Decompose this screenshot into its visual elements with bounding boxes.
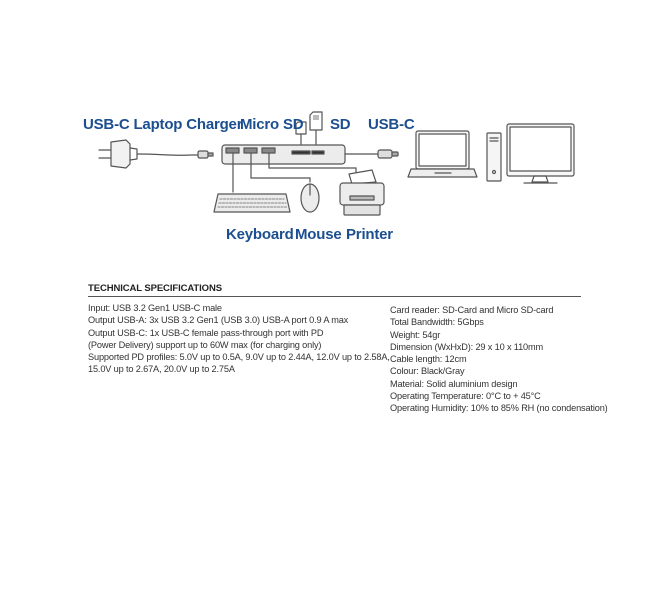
spec-line: Output USB-C: 1x USB-C female pass-through port with PD [88, 327, 324, 338]
label-micro-sd: Micro SD [240, 116, 304, 133]
spec-line: Input: USB 3.2 Gen1 USB-C male [88, 303, 222, 313]
spec-line: Operating Humidity: 10% to 85% RH (no condensation) [390, 403, 608, 414]
spec-line: Output USB-A: 3x USB 3.2 Gen1 (USB 3.0) USB-A port 0.9 A max [88, 315, 349, 326]
charger-icon [99, 140, 213, 168]
desktop-pc-icon [487, 124, 574, 183]
spec-line: Total Bandwidth: 5Gbps [390, 317, 484, 328]
label-charger: USB-C Laptop Charger [83, 116, 243, 133]
label-mouse: Mouse [295, 226, 342, 243]
specs-title: TECHNICAL SPECIFICATIONS [88, 283, 581, 297]
spec-line: Colour: Black/Gray [390, 366, 465, 377]
connection-diagram [0, 100, 660, 260]
laptop-icon [408, 131, 477, 177]
spec-line: Material: Solid aluminium design [390, 378, 518, 389]
spec-line: Dimension (WxHxD): 29 x 10 x 110mm [390, 341, 543, 352]
specs-right-column [390, 304, 608, 415]
sd-card-icon [310, 112, 322, 144]
technical-specifications [88, 283, 608, 414]
spec-line: Cable length: 12cm [390, 354, 467, 365]
spec-line: Card reader: SD-Card and Micro SD-card [390, 305, 554, 315]
usb-c-cable-icon [345, 150, 398, 158]
printer-icon [340, 170, 384, 215]
spec-line: Supported PD profiles: 5.0V up to 0.5A, 9.0V up to 2.44A, 12.0V up to 2.58A, [88, 352, 390, 363]
spec-line: Operating Temperature: 0°C to + 45°C [390, 391, 541, 402]
label-keyboard: Keyboard [226, 226, 294, 243]
keyboard-icon [214, 194, 290, 212]
spec-line: (Power Delivery) support up to 60W max (for charging only) [88, 339, 322, 350]
spec-line: Weight: 54gr [390, 329, 441, 340]
usb-hub-icon [222, 145, 345, 164]
label-printer: Printer [346, 226, 393, 243]
mouse-icon [301, 184, 319, 212]
specs-left-column [88, 302, 390, 376]
label-sd: SD [330, 116, 351, 133]
label-usb-c: USB-C [368, 116, 415, 133]
spec-line: 15.0V up to 2.67A, 20.0V up to 2.75A [88, 364, 235, 375]
